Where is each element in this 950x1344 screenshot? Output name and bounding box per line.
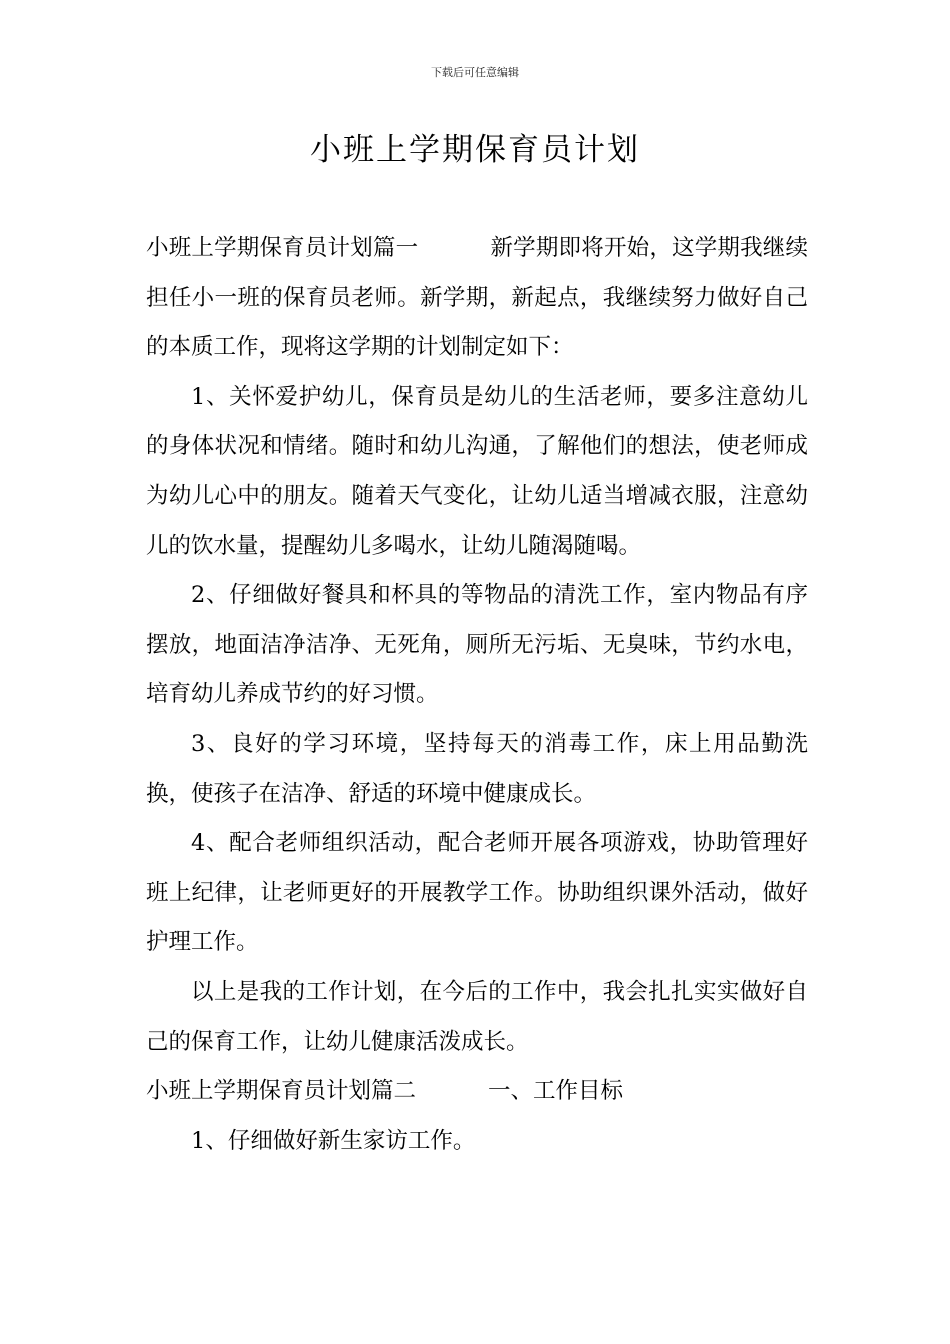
section-one-item-1: 1、关怀爱护幼儿，保育员是幼儿的生活老师，要多注意幼儿的身体状况和情绪。随时和幼儿沟通，了解他们的想法，使老师成为幼儿心中的朋友。随着天气变化，让幼儿适当增减衣服，注意幼儿的饮水量，提醒幼儿多喝水，让幼儿随渴随喝。 (146, 383, 808, 559)
section-one-intro-paragraph (146, 224, 808, 373)
document-title: 小班上学期保育员计划 (310, 132, 640, 168)
header-note: 下载后可任意编辑 (431, 66, 519, 79)
document-body (146, 224, 808, 1166)
section-one-heading: 小班上学期保育员计划篇一 (146, 235, 419, 261)
section-one-intro: 新学期即将开始，这学期我继续担任小一班的保育员老师。新学期，新起点，我继续努力做好自己的本质工作，现将这学期的计划制定如下： (146, 235, 808, 361)
section-two-heading: 小班上学期保育员计划篇二 (146, 1078, 417, 1105)
section-two-subheading: 一、工作目标 (488, 1078, 624, 1105)
section-one-closing: 以上是我的工作计划，在今后的工作中，我会扎扎实实做好自己的保育工作，让幼儿健康活泼成长。 (146, 978, 808, 1055)
section-one-item-2: 2、仔细做好餐具和杯具的等物品的清洗工作，室内物品有序摆放，地面洁净洁净、无死角，厕所无污垢、无臭味，节约水电，培育幼儿养成节约的好习惯。 (146, 582, 808, 708)
section-one-item-4: 4、配合老师组织活动，配合老师开展各项游戏，协助管理好班上纪律，让老师更好的开展教学工作。协助组织课外活动，做好护理工作。 (146, 830, 808, 956)
section-one-item-3: 3、良好的学习环境，坚持每天的消毒工作，床上用品勤洗换，使孩子在洁净、舒适的环境中健康成长。 (146, 730, 808, 807)
section-two-item-1: 1、仔细做好新生家访工作。 (191, 1127, 476, 1154)
section-two-heading-line (146, 1067, 808, 1117)
